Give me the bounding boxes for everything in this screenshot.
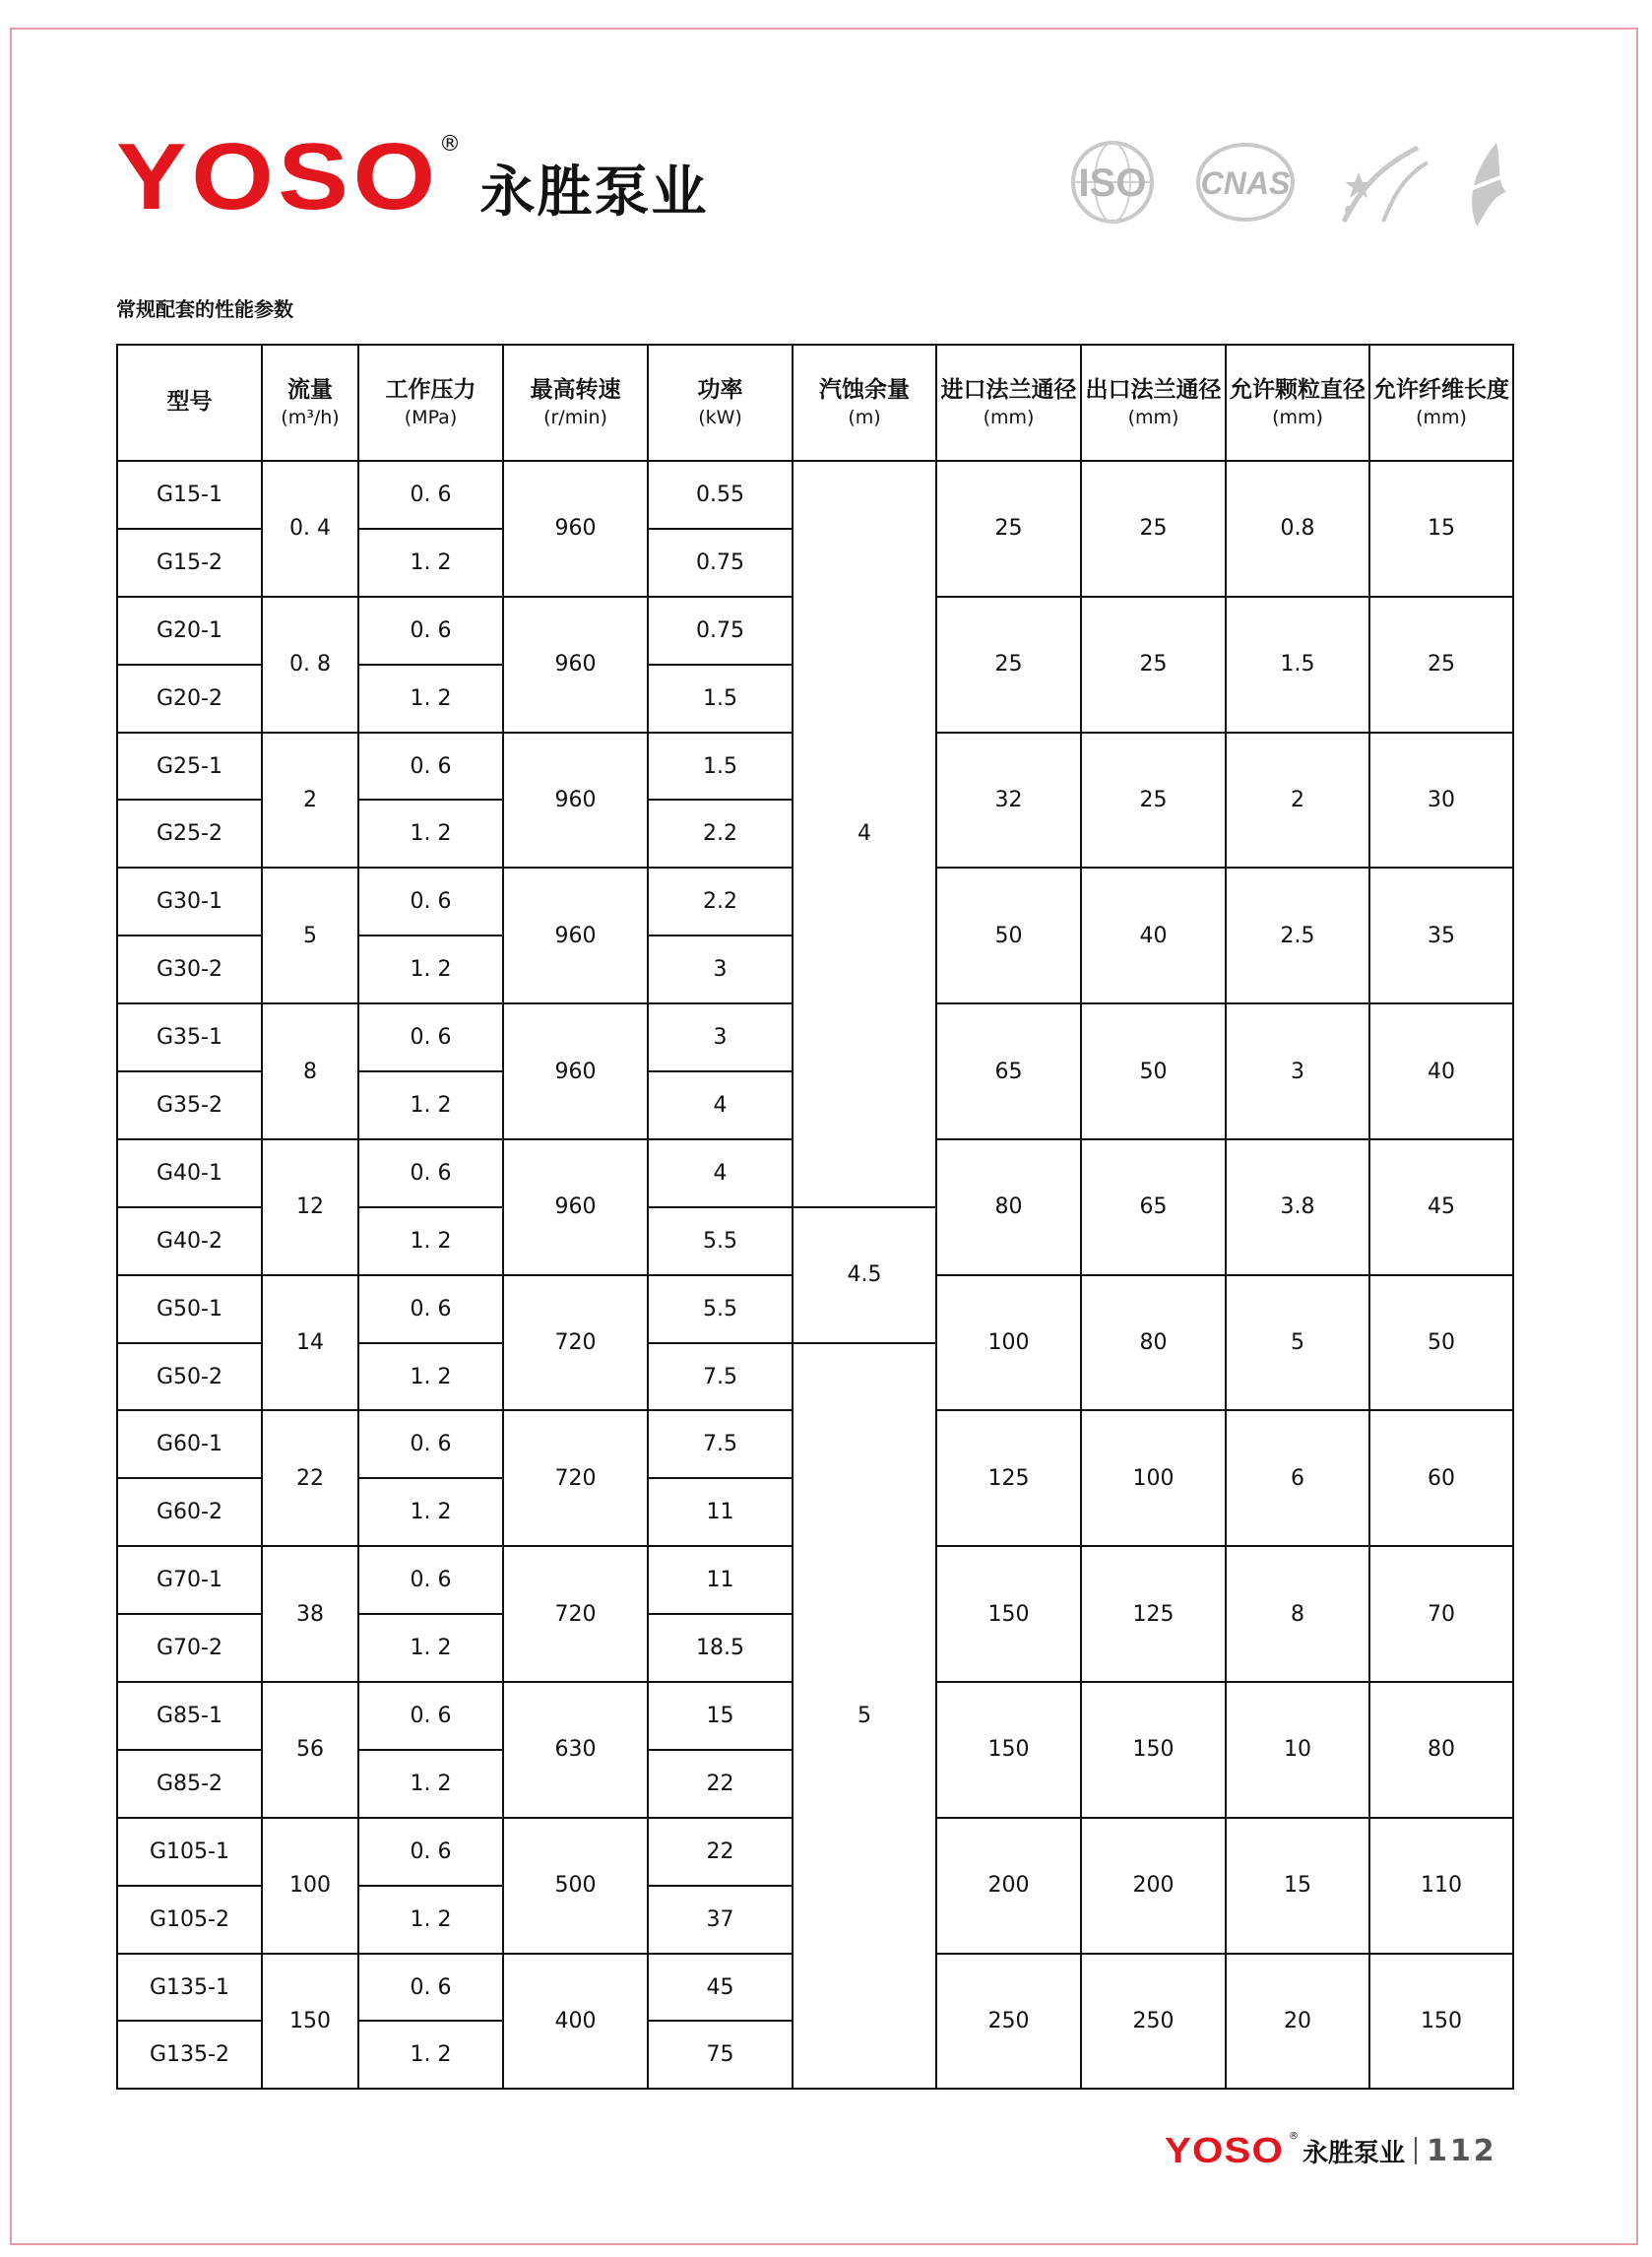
column-header-unit: (r/min)	[543, 406, 607, 428]
pressure-cell: 1. 2	[358, 1343, 503, 1411]
particle-cell: 8	[1226, 1546, 1369, 1682]
pressure-cell: 0. 6	[358, 1275, 503, 1343]
particle-cell: 3.8	[1226, 1139, 1369, 1275]
power-cell: 0.55	[648, 461, 793, 529]
particle-cell: 1.5	[1226, 597, 1369, 733]
column-header-label: 最高转速	[530, 376, 621, 403]
pressure-cell: 1. 2	[358, 2021, 503, 2089]
performance-table	[116, 344, 1514, 2090]
inlet-cell: 150	[936, 1682, 1081, 1818]
flow-cell: 14	[262, 1275, 358, 1411]
pressure-cell: 1. 2	[358, 1750, 503, 1818]
power-cell: 3	[648, 1003, 793, 1071]
model-cell: G50-1	[117, 1275, 262, 1343]
table-body	[117, 461, 1513, 2089]
pressure-cell: 0. 6	[358, 1954, 503, 2022]
pressure-cell: 1. 2	[358, 1207, 503, 1275]
model-cell: G135-1	[117, 1954, 262, 2022]
outlet-cell: 50	[1081, 1003, 1226, 1139]
column-header	[936, 345, 1081, 461]
model-cell: G30-1	[117, 868, 262, 935]
power-cell: 7.5	[648, 1343, 793, 1411]
flow-cell: 56	[262, 1682, 358, 1818]
flow-cell: 5	[262, 868, 358, 1003]
column-header-label: 汽蚀余量	[819, 376, 910, 403]
power-cell: 22	[648, 1750, 793, 1818]
speed-cell: 960	[503, 868, 648, 1003]
power-cell: 75	[648, 2021, 793, 2089]
column-header	[117, 345, 262, 461]
particle-cell: 3	[1226, 1003, 1369, 1139]
inlet-cell: 125	[936, 1410, 1081, 1546]
registered-mark: ®	[439, 132, 461, 157]
model-cell: G135-2	[117, 2021, 262, 2089]
quality-mark-icon	[1344, 148, 1428, 222]
model-cell: G60-1	[117, 1410, 262, 1478]
fiber-cell: 50	[1369, 1275, 1513, 1411]
model-cell: G20-1	[117, 597, 262, 665]
fiber-cell: 150	[1369, 1954, 1513, 2090]
inlet-cell: 80	[936, 1139, 1081, 1275]
power-cell: 2.2	[648, 868, 793, 935]
brand-emblem-icon	[1462, 143, 1506, 226]
particle-cell: 20	[1226, 1954, 1369, 2090]
power-cell: 15	[648, 1682, 793, 1750]
power-cell: 2.2	[648, 800, 793, 868]
flow-cell: 12	[262, 1139, 358, 1275]
cnas-logo-icon	[1198, 145, 1293, 220]
fiber-cell: 60	[1369, 1410, 1513, 1546]
inlet-cell: 150	[936, 1546, 1081, 1682]
particle-cell: 15	[1226, 1818, 1369, 1954]
speed-cell: 960	[503, 597, 648, 733]
pressure-cell: 0. 6	[358, 1546, 503, 1614]
column-header-label: 型号	[166, 389, 213, 416]
model-cell: G35-1	[117, 1003, 262, 1071]
inlet-cell: 65	[936, 1003, 1081, 1139]
power-cell: 22	[648, 1818, 793, 1886]
inlet-cell: 25	[936, 597, 1081, 733]
column-header-unit: (m³/h)	[281, 406, 340, 428]
outlet-cell: 250	[1081, 1954, 1226, 2090]
column-header-label: 功率	[697, 376, 743, 403]
power-cell: 0.75	[648, 597, 793, 665]
column-header	[648, 345, 793, 461]
outlet-cell: 25	[1081, 461, 1226, 597]
fiber-cell: 25	[1369, 597, 1513, 733]
footer-brand-logo: YOSO	[1165, 2130, 1284, 2170]
column-header-unit: (kW)	[698, 406, 742, 428]
column-header	[503, 345, 648, 461]
power-cell: 37	[648, 1886, 793, 1954]
column-header	[1226, 345, 1369, 461]
pressure-cell: 0. 6	[358, 1818, 503, 1886]
speed-cell: 960	[503, 1139, 648, 1275]
model-cell: G20-2	[117, 665, 262, 733]
fiber-cell: 35	[1369, 868, 1513, 1003]
page-number: 112	[1427, 2133, 1497, 2168]
pressure-cell: 1. 2	[358, 1071, 503, 1139]
fiber-cell: 15	[1369, 461, 1513, 597]
flow-cell: 150	[262, 1954, 358, 2090]
pressure-cell: 0. 6	[358, 868, 503, 935]
column-header	[793, 345, 936, 461]
fiber-cell: 110	[1369, 1818, 1513, 1954]
power-cell: 1.5	[648, 733, 793, 801]
model-cell: G25-2	[117, 800, 262, 868]
column-header-label: 允许纤维长度	[1373, 376, 1509, 403]
inlet-cell: 100	[936, 1275, 1081, 1411]
brand-logo: YOSO	[116, 124, 440, 229]
speed-cell: 720	[503, 1546, 648, 1682]
pressure-cell: 0. 6	[358, 461, 503, 529]
model-cell: G70-2	[117, 1614, 262, 1682]
power-cell: 7.5	[648, 1410, 793, 1478]
inlet-cell: 250	[936, 1954, 1081, 2090]
pressure-cell: 0. 6	[358, 597, 503, 665]
power-cell: 5.5	[648, 1207, 793, 1275]
npsh-cell: 5	[793, 1343, 936, 2090]
speed-cell: 720	[503, 1410, 648, 1546]
column-header-label: 进口法兰通径	[940, 376, 1077, 403]
footer-registered-mark: ®	[1289, 2131, 1300, 2142]
pressure-cell: 1. 2	[358, 1478, 503, 1546]
particle-cell: 10	[1226, 1682, 1369, 1818]
fiber-cell: 40	[1369, 1003, 1513, 1139]
footer-company-name: 永胜泵业	[1303, 2138, 1406, 2168]
power-cell: 3	[648, 935, 793, 1003]
iso-logo-icon	[1073, 143, 1152, 222]
speed-cell: 400	[503, 1954, 648, 2090]
table-row	[117, 461, 1513, 529]
particle-cell: 2	[1226, 733, 1369, 869]
outlet-cell: 125	[1081, 1546, 1226, 1682]
outlet-cell: 25	[1081, 597, 1226, 733]
model-cell: G15-2	[117, 529, 262, 597]
model-cell: G25-1	[117, 733, 262, 801]
model-cell: G70-1	[117, 1546, 262, 1614]
pressure-cell: 1. 2	[358, 1886, 503, 1954]
flow-cell: 22	[262, 1410, 358, 1546]
svg-text:ISO: ISO	[1078, 161, 1147, 205]
model-cell: G15-1	[117, 461, 262, 529]
fiber-cell: 70	[1369, 1546, 1513, 1682]
pressure-cell: 0. 6	[358, 1003, 503, 1071]
flow-cell: 2	[262, 733, 358, 869]
footer-separator	[1415, 2137, 1417, 2164]
company-name: 永胜泵业	[479, 161, 709, 225]
column-header-unit: (mm)	[1127, 406, 1179, 428]
model-cell: G35-2	[117, 1071, 262, 1139]
speed-cell: 960	[503, 461, 648, 597]
flow-cell: 38	[262, 1546, 358, 1682]
outlet-cell: 80	[1081, 1275, 1226, 1411]
power-cell: 0.75	[648, 529, 793, 597]
inlet-cell: 50	[936, 868, 1081, 1003]
column-header-unit: (mm)	[1416, 406, 1467, 428]
model-cell: G85-2	[117, 1750, 262, 1818]
power-cell: 18.5	[648, 1614, 793, 1682]
inlet-cell: 200	[936, 1818, 1081, 1954]
column-header-label: 出口法兰通径	[1085, 376, 1222, 403]
inlet-cell: 32	[936, 733, 1081, 869]
model-cell: G105-2	[117, 1886, 262, 1954]
particle-cell: 2.5	[1226, 868, 1369, 1003]
speed-cell: 960	[503, 733, 648, 869]
outlet-cell: 200	[1081, 1818, 1226, 1954]
power-cell: 11	[648, 1478, 793, 1546]
power-cell: 4	[648, 1071, 793, 1139]
speed-cell: 500	[503, 1818, 648, 1954]
outlet-cell: 25	[1081, 733, 1226, 869]
power-cell: 45	[648, 1954, 793, 2022]
pressure-cell: 0. 6	[358, 733, 503, 801]
outlet-cell: 100	[1081, 1410, 1226, 1546]
column-header-label: 工作压力	[385, 376, 477, 403]
fiber-cell: 30	[1369, 733, 1513, 869]
fiber-cell: 80	[1369, 1682, 1513, 1818]
pressure-cell: 1. 2	[358, 529, 503, 597]
model-cell: G60-2	[117, 1478, 262, 1546]
column-header-unit: (MPa)	[404, 406, 458, 428]
pressure-cell: 0. 6	[358, 1139, 503, 1207]
speed-cell: 960	[503, 1003, 648, 1139]
column-header-label: 流量	[287, 376, 333, 403]
model-cell: G30-2	[117, 935, 262, 1003]
outlet-cell: 40	[1081, 868, 1226, 1003]
speed-cell: 720	[503, 1275, 648, 1411]
model-cell: G85-1	[117, 1682, 262, 1750]
model-cell: G50-2	[117, 1343, 262, 1411]
column-header-unit: (mm)	[1272, 406, 1323, 428]
column-header-unit: (mm)	[983, 406, 1035, 428]
power-cell: 1.5	[648, 665, 793, 733]
power-cell: 5.5	[648, 1275, 793, 1343]
pressure-cell: 1. 2	[358, 1614, 503, 1682]
flow-cell: 100	[262, 1818, 358, 1954]
pressure-cell: 1. 2	[358, 800, 503, 868]
svg-text:CNAS: CNAS	[1200, 165, 1291, 201]
inlet-cell: 25	[936, 461, 1081, 597]
npsh-cell: 4	[793, 461, 936, 1207]
column-header	[358, 345, 503, 461]
model-cell: G105-1	[117, 1818, 262, 1886]
particle-cell: 0.8	[1226, 461, 1369, 597]
particle-cell: 5	[1226, 1275, 1369, 1411]
flow-cell: 8	[262, 1003, 358, 1139]
power-cell: 4	[648, 1139, 793, 1207]
pressure-cell: 0. 6	[358, 1410, 503, 1478]
outlet-cell: 65	[1081, 1139, 1226, 1275]
fiber-cell: 45	[1369, 1139, 1513, 1275]
speed-cell: 630	[503, 1682, 648, 1818]
flow-cell: 0. 4	[262, 461, 358, 597]
page-header	[116, 124, 709, 229]
column-header	[262, 345, 358, 461]
column-header-label: 允许颗粒直径	[1230, 376, 1366, 403]
table-header-row	[117, 345, 1513, 461]
certification-logos	[1063, 133, 1511, 231]
column-header	[1081, 345, 1226, 461]
particle-cell: 6	[1226, 1410, 1369, 1546]
flow-cell: 0. 8	[262, 597, 358, 733]
model-cell: G40-2	[117, 1207, 262, 1275]
npsh-cell: 4.5	[793, 1207, 936, 1343]
pressure-cell: 0. 6	[358, 1682, 503, 1750]
page-footer	[1165, 2129, 1497, 2172]
model-cell: G40-1	[117, 1139, 262, 1207]
pressure-cell: 1. 2	[358, 665, 503, 733]
pressure-cell: 1. 2	[358, 935, 503, 1003]
column-header-unit: (m)	[848, 406, 881, 428]
section-heading: 常规配套的性能参数	[116, 297, 293, 321]
outlet-cell: 150	[1081, 1682, 1226, 1818]
column-header	[1369, 345, 1513, 461]
power-cell: 11	[648, 1546, 793, 1614]
